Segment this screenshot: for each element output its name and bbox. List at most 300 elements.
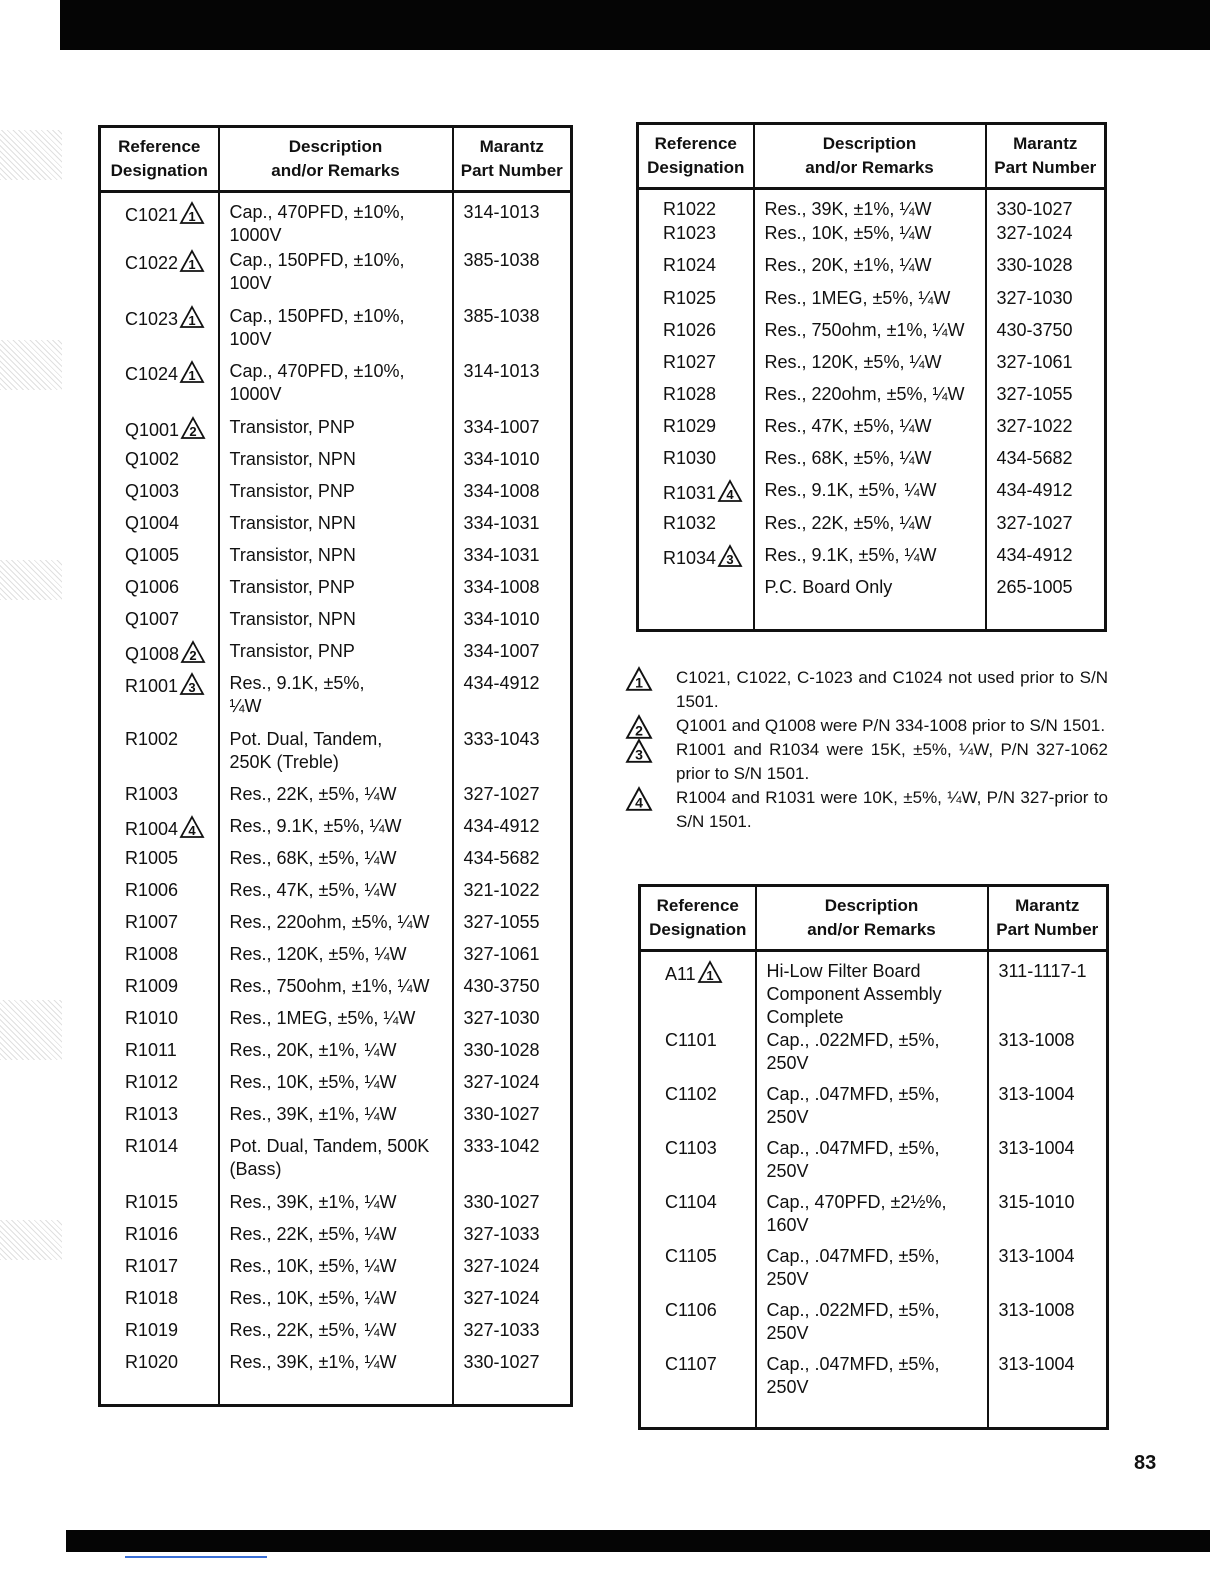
description-line: Res., 750ohm, ±1%, ¼W (764, 319, 965, 340)
cell-reference (100, 1287, 219, 1319)
table-row (640, 1029, 1108, 1083)
table-row (100, 1351, 572, 1383)
cell-reference (100, 815, 219, 847)
cell-reference (640, 1029, 756, 1083)
svg-text:4: 4 (188, 823, 196, 839)
cell-description (756, 1029, 988, 1083)
cell-part-number: 313-1008 (998, 1300, 1075, 1320)
cell-part-number: 313-1008 (998, 1030, 1075, 1050)
table-row (100, 544, 572, 576)
cell-description (754, 383, 986, 415)
footnote: 4 R1004 and R1031 were 10K, ±5%, ¼W, P/N 327-prior to S/N 1501. (624, 786, 1108, 834)
description-line: Res., 10K, ±5%, ¼W (229, 1288, 397, 1309)
cell-reference (100, 1071, 219, 1103)
empty-cell (986, 608, 1106, 630)
cell-reference (100, 448, 219, 480)
description-line: Res., 39K, ±1%, ¼W (229, 1352, 397, 1373)
reference-designation: Q1003 (125, 480, 180, 501)
table-row (100, 480, 572, 512)
cell-part-number: 434-4912 (996, 480, 1073, 501)
table-row (100, 416, 572, 448)
table-row (100, 879, 572, 911)
reference-designation: R1028 (663, 384, 717, 404)
parts-table-right-bottom (638, 884, 1109, 1430)
description-line: P.C. Board Only (764, 576, 893, 597)
reference-designation: R1018 (125, 1288, 179, 1309)
description-line: Component Assembly (766, 984, 942, 1004)
reference-designation: R1024 (663, 255, 717, 276)
description-line: Cap., .047MFD, ±5%, (766, 1084, 940, 1104)
description-line: Res., 10K, ±5%, ¼W (229, 1256, 397, 1277)
description-line: Cap., 150PFD, ±10%, (229, 305, 405, 326)
cell-reference (100, 783, 219, 815)
note-4-triangle-icon (626, 786, 652, 819)
description-line: Transistor, NPN (229, 448, 356, 469)
cell-description (219, 305, 453, 361)
reference-designation: Q1007 (125, 608, 180, 629)
reference-designation: C1023 (125, 308, 179, 329)
cell-part-number: 327-1024 (996, 223, 1073, 244)
cell-description (754, 512, 986, 544)
cell-description (754, 287, 986, 319)
table-row (100, 1255, 572, 1287)
reference-designation: R1022 (663, 199, 717, 219)
cell-description (219, 249, 453, 305)
table-row (100, 672, 572, 728)
reference-designation: R1014 (125, 1136, 179, 1157)
svg-text:2: 2 (189, 423, 197, 439)
description-line: Cap., .047MFD, ±5%, (766, 1246, 940, 1266)
table-header-row (100, 127, 572, 192)
cell-reference (100, 512, 219, 544)
table-row (100, 512, 572, 544)
cell-part-number: 327-1027 (996, 512, 1073, 533)
cell-part-number: 430-3750 (996, 319, 1073, 340)
cell-description (219, 815, 453, 847)
cell-description (754, 447, 986, 479)
cell-reference (100, 847, 219, 879)
reference-designation: C1103 (665, 1138, 717, 1158)
description-line: Res., 20K, ±1%, ¼W (764, 255, 932, 276)
cell-part-number: 327-1030 (996, 287, 1073, 308)
cell-description (756, 1245, 988, 1299)
reference-designation: R1026 (663, 319, 717, 340)
bottom-black-bar (66, 1530, 1210, 1552)
page-number: 83 (1134, 1452, 1157, 1474)
reference-designation: R1011 (125, 1040, 177, 1061)
cell-reference (638, 383, 754, 415)
blue-rule (125, 1556, 267, 1558)
svg-text:3: 3 (635, 746, 643, 763)
cell-part-number: 330-1027 (996, 199, 1073, 219)
description-line: Res., 39K, ±1%, ¼W (229, 1104, 397, 1125)
description-line: Cap., 470PFD, ±10%, (229, 202, 405, 222)
reference-designation: R1016 (125, 1224, 179, 1245)
reference-designation: R1013 (125, 1104, 179, 1125)
reference-designation: R1007 (125, 912, 179, 933)
description-line: Transistor, NPN (229, 544, 356, 565)
cell-reference (638, 254, 754, 286)
cell-description (219, 512, 453, 544)
description-line: Cap., .022MFD, ±5%, (766, 1300, 940, 1320)
description-line: Transistor, PNP (229, 480, 355, 501)
cell-part-number: 313-1004 (998, 1354, 1075, 1374)
cell-description (754, 189, 986, 223)
header-reference: Reference Designation (638, 124, 754, 189)
cell-part-number: 327-1055 (463, 912, 540, 933)
cell-description (219, 847, 453, 879)
reference-designation: Q1006 (125, 576, 180, 597)
table-row (100, 1191, 572, 1223)
description-line: Complete (766, 1007, 844, 1027)
scan-artifact (0, 340, 62, 390)
description-line: Res., 68K, ±5%, ¼W (764, 448, 932, 469)
description-line: Res., 39K, ±1%, ¼W (229, 1192, 397, 1213)
cell-part-number: 434-5682 (463, 848, 540, 869)
reference-designation: C1021 (125, 205, 179, 225)
reference-designation: R1002 (125, 728, 179, 749)
reference-designation: C1022 (125, 252, 179, 273)
cell-description (219, 416, 453, 448)
description-line: 100V (229, 272, 272, 293)
svg-text:3: 3 (188, 679, 196, 695)
table-row (638, 383, 1106, 415)
description-line: 100V (229, 328, 272, 349)
cell-part-number: 385-1038 (463, 305, 540, 326)
description-line: Res., 750ohm, ±1%, ¼W (229, 976, 430, 997)
empty-cell (219, 1383, 453, 1405)
reference-designation: R1017 (125, 1256, 179, 1277)
cell-description (219, 1351, 453, 1383)
description-line: 1000V (229, 384, 282, 405)
cell-part-number: 330-1028 (463, 1040, 540, 1061)
header-description: Description and/or Remarks (754, 124, 986, 189)
table-filler-row (100, 1383, 572, 1405)
cell-part-number: 327-1024 (463, 1288, 540, 1309)
svg-text:1: 1 (188, 368, 196, 384)
note-3-triangle-icon (626, 738, 652, 771)
cell-reference (100, 1135, 219, 1191)
header-part-number: Marantz Part Number (460, 137, 563, 180)
description-line: Transistor, PNP (229, 416, 355, 437)
cell-part-number: 334-1008 (463, 480, 540, 501)
description-line: 250V (766, 1377, 809, 1397)
cell-part-number: 314-1013 (463, 202, 540, 222)
table-row (100, 728, 572, 784)
table-row (638, 479, 1106, 511)
table-header-row (640, 886, 1108, 951)
header-part-number: Marantz Part Number (996, 896, 1099, 939)
table-row (638, 447, 1106, 479)
cell-reference (100, 1103, 219, 1135)
top-black-bar (60, 0, 1210, 50)
description-line: Res., 9.1K, ±5%, ¼W (764, 480, 937, 501)
table-row (638, 351, 1106, 383)
note-1-triangle-icon (180, 305, 204, 335)
note-1-triangle-icon (180, 360, 204, 390)
header-description: Description and/or Remarks (756, 886, 988, 951)
cell-part-number: 334-1031 (463, 512, 540, 533)
table-row (100, 576, 572, 608)
cell-description (219, 480, 453, 512)
svg-text:3: 3 (726, 551, 734, 567)
description-line: Res., 1MEG, ±5%, ¼W (764, 287, 951, 308)
reference-designation: C1102 (665, 1084, 717, 1104)
cell-reference (100, 1319, 219, 1351)
reference-designation: A11 (665, 964, 696, 984)
cell-reference (100, 576, 219, 608)
cell-description (219, 672, 453, 728)
description-line: Res., 9.1K, ±5%, (229, 672, 365, 693)
description-line: Transistor, PNP (229, 576, 355, 597)
cell-description (754, 319, 986, 351)
svg-text:1: 1 (188, 209, 196, 224)
cell-part-number: 333-1042 (463, 1136, 540, 1157)
description-line: 250V (766, 1107, 809, 1127)
note-3-triangle-icon (180, 672, 204, 702)
reference-designation: R1004 (125, 819, 179, 840)
cell-part-number: 327-1061 (463, 944, 540, 965)
cell-description (219, 576, 453, 608)
cell-part-number: 327-1022 (996, 416, 1073, 437)
reference-designation: R1010 (125, 1008, 179, 1029)
cell-part-number: 327-1024 (463, 1072, 540, 1093)
table-filler-row (640, 1407, 1108, 1429)
cell-part-number: 311-1117-1 (998, 961, 1087, 981)
reference-designation: R1005 (125, 848, 179, 869)
svg-text:1: 1 (188, 312, 196, 328)
note-4-triangle-icon (180, 815, 204, 845)
parts-table-right-top (636, 122, 1107, 632)
cell-reference (638, 351, 754, 383)
table-row (638, 287, 1106, 319)
svg-text:2: 2 (189, 647, 197, 663)
cell-part-number: 434-4912 (996, 544, 1073, 565)
reference-designation: C1105 (665, 1246, 717, 1266)
table-row (640, 1299, 1108, 1353)
table-row (100, 608, 572, 640)
cell-description (219, 608, 453, 640)
cell-reference (100, 1255, 219, 1287)
description-line: Res., 68K, ±5%, ¼W (229, 848, 397, 869)
table-row (100, 1007, 572, 1039)
description-line: Res., 9.1K, ±5%, ¼W (764, 544, 937, 565)
table-row (100, 847, 572, 879)
cell-part-number: 327-1027 (463, 784, 540, 805)
reference-designation: R1019 (125, 1320, 179, 1341)
cell-part-number: 315-1010 (998, 1192, 1075, 1212)
cell-reference (100, 1191, 219, 1223)
note-3-triangle-icon (718, 544, 742, 574)
cell-reference (100, 249, 219, 305)
cell-reference (638, 189, 754, 223)
cell-part-number: 333-1043 (463, 728, 540, 749)
scan-artifact (0, 1220, 62, 1260)
cell-reference (640, 951, 756, 1030)
svg-text:4: 4 (635, 794, 643, 811)
cell-reference (638, 576, 754, 608)
cell-description (219, 1287, 453, 1319)
cell-reference (640, 1083, 756, 1137)
description-line: 250V (766, 1269, 809, 1289)
cell-part-number: 334-1007 (463, 640, 540, 661)
cell-description (754, 222, 986, 254)
table-row (100, 1071, 572, 1103)
cell-part-number: 321-1022 (463, 880, 540, 901)
cell-part-number: 430-3750 (463, 976, 540, 997)
scan-artifact (0, 130, 62, 180)
reference-designation: R1001 (125, 675, 179, 696)
cell-description (754, 544, 986, 576)
empty-cell (638, 608, 754, 630)
cell-description (219, 1007, 453, 1039)
reference-designation: R1008 (125, 944, 179, 965)
description-line: Pot. Dual, Tandem, 500K (229, 1136, 430, 1157)
reference-designation: R1003 (125, 784, 179, 805)
table-row (100, 783, 572, 815)
cell-reference (100, 1039, 219, 1071)
cell-description (754, 576, 986, 608)
description-line: Cap., 470PFD, ±2½%, (766, 1192, 947, 1212)
table-row (100, 1287, 572, 1319)
description-line: Res., 39K, ±1%, ¼W (764, 199, 932, 219)
cell-reference (640, 1245, 756, 1299)
cell-part-number: 385-1038 (463, 249, 540, 270)
note-1-triangle-icon (180, 201, 204, 231)
cell-part-number: 330-1027 (463, 1192, 540, 1213)
table-row (100, 249, 572, 305)
reference-designation: Q1001 (125, 419, 180, 440)
cell-reference (100, 672, 219, 728)
cell-description (756, 1353, 988, 1407)
cell-part-number: 330-1027 (463, 1352, 540, 1373)
cell-part-number: 313-1004 (998, 1138, 1075, 1158)
table-row (640, 1245, 1108, 1299)
header-reference: Reference Designation (640, 886, 756, 951)
cell-reference (640, 1299, 756, 1353)
cell-reference (100, 608, 219, 640)
cell-part-number: 327-1033 (463, 1320, 540, 1341)
table-row (638, 415, 1106, 447)
description-line: Res., 47K, ±5%, ¼W (229, 880, 397, 901)
table-row (100, 448, 572, 480)
cell-description (219, 544, 453, 576)
cell-part-number: 334-1010 (463, 608, 540, 629)
cell-reference (638, 222, 754, 254)
footnote: 2 Q1001 and Q1008 were P/N 334-1008 prior to S/N 1501. (624, 714, 1108, 738)
table-row (100, 305, 572, 361)
empty-cell (100, 1383, 219, 1405)
reference-designation: Q1002 (125, 448, 180, 469)
header-reference: Reference Designation (100, 127, 219, 192)
description-line: Cap., 150PFD, ±10%, (229, 249, 405, 270)
cell-description (219, 1255, 453, 1287)
table-row (638, 189, 1106, 223)
cell-description (219, 192, 453, 249)
cell-reference (638, 415, 754, 447)
description-line: Res., 220ohm, ±5%, ¼W (764, 384, 965, 404)
table-row (640, 951, 1108, 1030)
cell-reference (638, 447, 754, 479)
table-row (638, 576, 1106, 608)
cell-part-number: 334-1010 (463, 448, 540, 469)
cell-description (219, 943, 453, 975)
cell-description (219, 1191, 453, 1223)
note-1-triangle-icon (626, 666, 652, 699)
cell-reference (100, 911, 219, 943)
cell-reference (100, 728, 219, 784)
description-line: (Bass) (229, 1159, 282, 1180)
cell-part-number: 314-1013 (463, 361, 540, 382)
cell-part-number: 265-1005 (996, 576, 1073, 597)
header-part-number: Marantz Part Number (994, 134, 1097, 177)
cell-reference (100, 640, 219, 672)
cell-reference (640, 1191, 756, 1245)
cell-part-number: 434-4912 (463, 672, 540, 693)
reference-designation: R1031 (663, 483, 717, 504)
cell-part-number: 327-1030 (463, 1008, 540, 1029)
table-filler-row (638, 608, 1106, 630)
cell-description (756, 1083, 988, 1137)
cell-part-number: 313-1004 (998, 1084, 1075, 1104)
description-line: Res., 120K, ±5%, ¼W (229, 944, 407, 965)
empty-cell (988, 1407, 1108, 1429)
cell-part-number: 434-5682 (996, 448, 1073, 469)
table-row (100, 192, 572, 249)
table-row (640, 1191, 1108, 1245)
cell-reference (100, 879, 219, 911)
table-row (100, 943, 572, 975)
description-line: Res., 20K, ±1%, ¼W (229, 1040, 397, 1061)
footnotes (624, 666, 1108, 834)
table-row (638, 512, 1106, 544)
description-line: Cap., .047MFD, ±5%, (766, 1138, 940, 1158)
cell-description (219, 1319, 453, 1351)
table-row (100, 1223, 572, 1255)
reference-designation: R1012 (125, 1072, 179, 1093)
description-line: Res., 22K, ±5%, ¼W (229, 1224, 397, 1245)
table-row (100, 1319, 572, 1351)
cell-description (754, 254, 986, 286)
reference-designation: R1030 (663, 448, 717, 469)
description-line: Cap., .022MFD, ±5%, (766, 1030, 940, 1050)
table-row (638, 254, 1106, 286)
description-line: Res., 22K, ±5%, ¼W (229, 1320, 397, 1341)
svg-text:1: 1 (635, 674, 643, 691)
table-row (100, 1135, 572, 1191)
svg-text:2: 2 (635, 722, 643, 739)
cell-description (754, 415, 986, 447)
cell-part-number: 334-1007 (463, 416, 540, 437)
table-row (640, 1083, 1108, 1137)
reference-designation: R1032 (663, 512, 717, 533)
cell-description (219, 975, 453, 1007)
description-line: Res., 47K, ±5%, ¼W (764, 416, 932, 437)
description-line: Pot. Dual, Tandem, (229, 728, 383, 749)
note-2-triangle-icon (181, 416, 205, 446)
table-row (640, 1137, 1108, 1191)
reference-designation: C1104 (665, 1192, 717, 1212)
description-line: Transistor, PNP (229, 640, 355, 661)
description-line: Res., 1MEG, ±5%, ¼W (229, 1008, 416, 1029)
empty-cell (754, 608, 986, 630)
footnote: 1 C1021, C1022, C-1023 and C1024 not used prior to S/N 1501. (624, 666, 1108, 714)
description-line: Transistor, NPN (229, 512, 356, 533)
description-line: Res., 22K, ±5%, ¼W (764, 512, 932, 533)
cell-description (219, 1223, 453, 1255)
cell-part-number: 334-1031 (463, 544, 540, 565)
description-line: Res., 22K, ±5%, ¼W (229, 784, 397, 805)
